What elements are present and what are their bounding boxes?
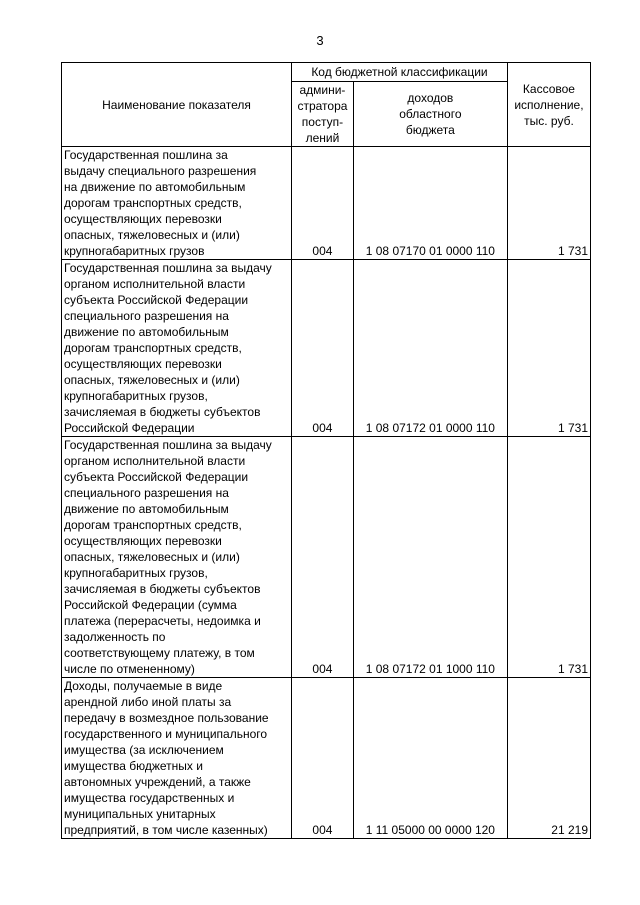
table-row [62,678,591,839]
table-header [62,63,591,147]
table-row [62,437,591,678]
table-row [62,147,591,260]
row-revenue-code-cell: 1 08 07170 01 0000 110 [353,147,507,260]
row-admin-code-cell: 004 [292,437,354,678]
header-revenue-code: доходов областного бюджета [353,82,507,147]
row-name-cell: Доходы, получаемые в виде арендной либо иной платы за передачу в возмездное пользование государственного и муниципального имущества (за исключением имущества бюджетных и автономных учреждений, а также имущества государственных и муниципальных унитарных предприятий, в том числе казенных) [62,678,292,839]
row-revenue-code-cell: 1 08 07172 01 1000 110 [353,437,507,678]
header-amount: Кассовое исполнение, тыс. руб. [507,63,590,147]
page-number: 3 [316,33,324,48]
row-amount-cell: 1 731 [507,437,590,678]
row-name-cell: Государственная пошлина за выдачу органом исполнительной власти субъекта Российской Федерации специального разрешения на движение по автомобильным дорогам транспортных средств, осуществляющих перевозки опасных, тяжеловесных и (или) крупногабаритных грузов, зачисляемая в бюджеты субъектов Российской Федерации (сумма платежа (перерасчеты, недоимка и задолженность по соответствующему платежу, в том числе по отмененному) [62,437,292,678]
table-row [62,260,591,437]
row-amount-cell: 1 731 [507,147,590,260]
budget-table [61,62,591,839]
header-name: Наименование показателя [62,63,292,147]
row-name-cell: Государственная пошлина за выдачу органом исполнительной власти субъекта Российской Федерации специального разрешения на движение по автомобильным дорогам транспортных средств, осуществляющих перевозки опасных, тяжеловесных и (или) крупногабаритных грузов, зачисляемая в бюджеты субъектов Российской Федерации [62,260,292,437]
header-admin-code: админи- стратора поступ- лений [292,82,354,147]
row-amount-cell: 1 731 [507,260,590,437]
header-budget-code-group: Код бюджетной классификации [292,63,508,82]
table-body [62,147,591,839]
row-revenue-code-cell: 1 11 05000 00 0000 120 [353,678,507,839]
row-admin-code-cell: 004 [292,260,354,437]
row-name-cell: Государственная пошлина за выдачу специального разрешения на движение по автомобильным дорогам транспортных средств, осуществляющих перевозки опасных, тяжеловесных и (или) крупногабаритных грузов [62,147,292,260]
row-admin-code-cell: 004 [292,147,354,260]
row-revenue-code-cell: 1 08 07172 01 0000 110 [353,260,507,437]
row-amount-cell: 21 219 [507,678,590,839]
row-admin-code-cell: 004 [292,678,354,839]
